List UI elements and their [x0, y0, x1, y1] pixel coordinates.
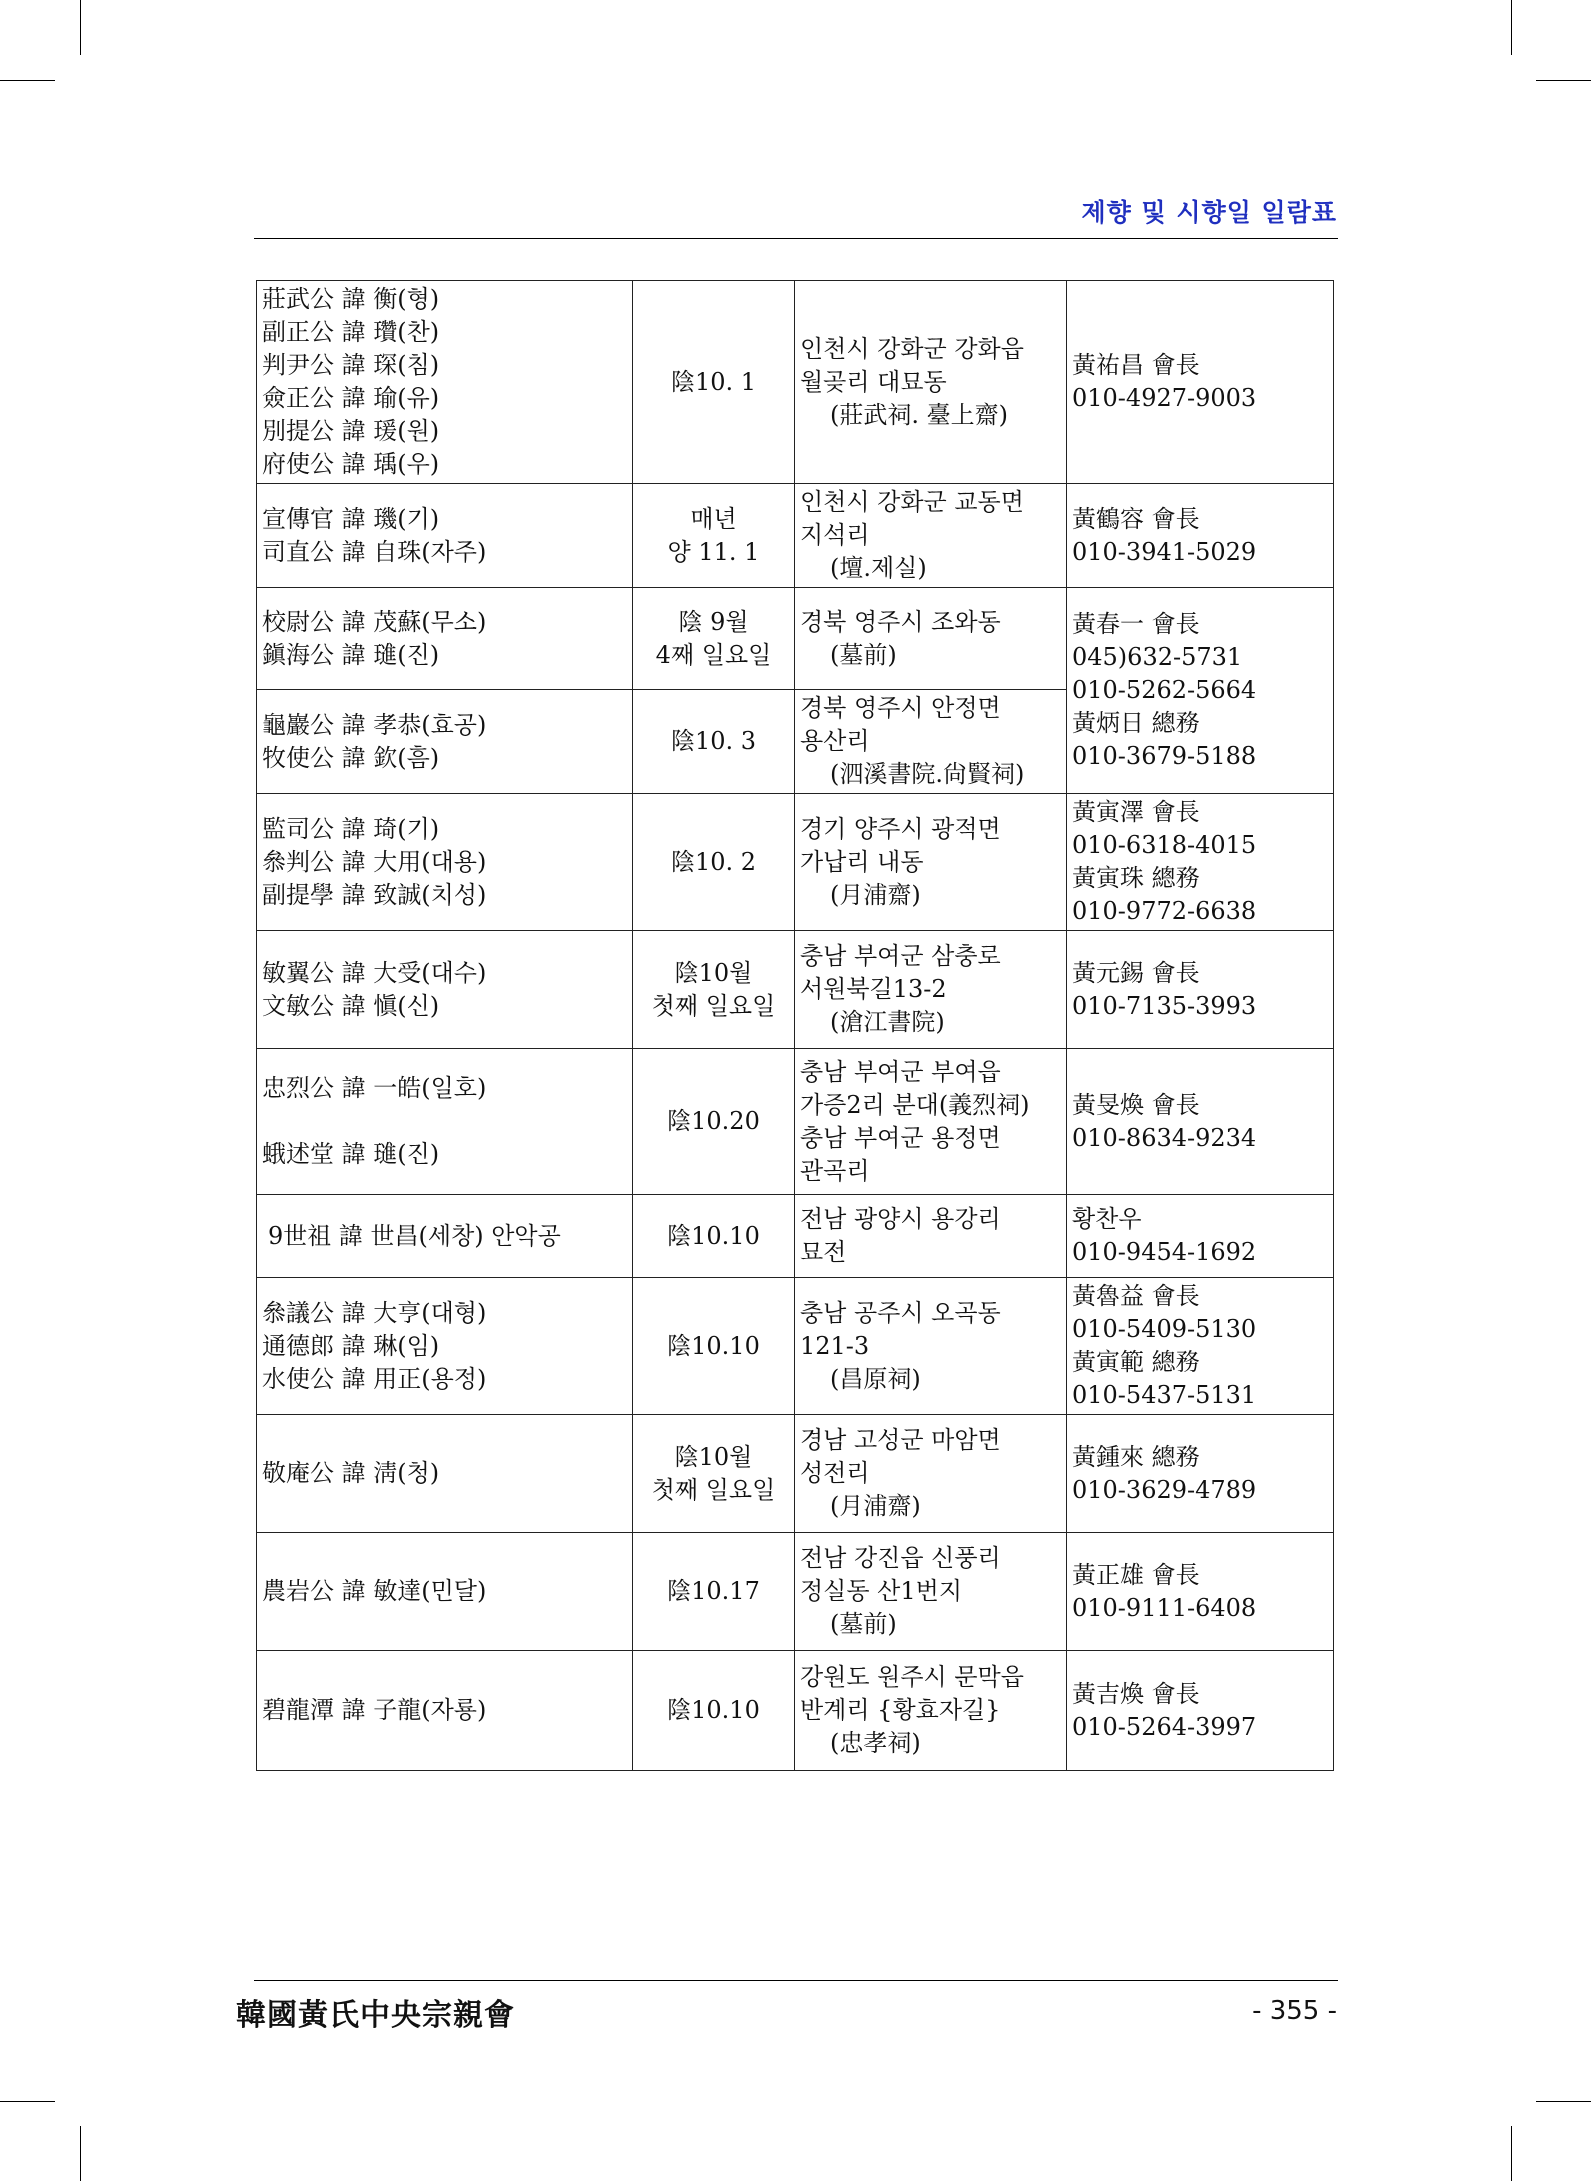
contact-line: 045)632-5731 — [1072, 643, 1243, 671]
place-line: 강원도 원주시 문막읍 — [800, 1663, 1024, 1691]
ancestor-name: 僉正公 諱 瑜(유) — [262, 384, 440, 412]
rite-date-cell — [633, 931, 795, 1049]
ancestor-name: 敏翼公 諱 大受(대수) — [262, 958, 487, 987]
contact-line: 黃春一 會長 — [1072, 610, 1200, 638]
rite-place-cell — [795, 1415, 1067, 1533]
rite-place-cell — [795, 1195, 1067, 1278]
contact-line: 010-5262-5664 — [1072, 676, 1257, 704]
ancestor-names-cell — [257, 690, 633, 794]
place-line: 충남 공주시 오곡동 — [800, 1298, 1001, 1327]
table-row — [257, 588, 1334, 690]
ancestral-rite-schedule-table — [256, 280, 1334, 1771]
rite-date: 매년 — [690, 504, 737, 533]
ancestor-names-cell — [257, 1415, 633, 1533]
place-line: 가납리 내동 — [800, 847, 924, 876]
place-line: 충남 부여군 부여읍 — [800, 1057, 1001, 1086]
rite-date: 陰10. 1 — [670, 367, 757, 396]
crop-mark — [0, 80, 55, 81]
place-line: 서원북길13-2 — [800, 975, 947, 1003]
place-line: 묘전 — [800, 1238, 847, 1266]
contact-cell — [1067, 1049, 1334, 1195]
rite-date: 陰10.17 — [667, 1577, 760, 1605]
contact-line: 010-7135-3993 — [1072, 991, 1257, 1020]
ancestor-name: 通德郎 諱 琳(임) — [262, 1331, 440, 1360]
contact-line: 010-9772-6638 — [1072, 897, 1257, 925]
place-line: 충남 부여군 용정면 — [800, 1123, 1001, 1152]
contact-cell — [1067, 931, 1334, 1049]
place-line: 지석리 — [800, 521, 870, 549]
table-row — [257, 931, 1334, 1049]
rite-date-cell — [633, 1533, 795, 1651]
rite-date-cell — [633, 1651, 795, 1771]
place-line: (月浦齋) — [830, 1492, 921, 1520]
contact-line: 黃鍾來 總務 — [1072, 1442, 1200, 1471]
ancestor-name: 忠烈公 諱 一皓(일호) — [262, 1074, 487, 1102]
page-number: - 355 - — [1252, 1996, 1337, 2026]
ancestor-name: 龜巖公 諱 孝恭(효공) — [262, 710, 487, 739]
contact-line: 黃祐昌 會長 — [1072, 351, 1200, 379]
place-line: (莊武祠. 臺上齋) — [830, 400, 1008, 429]
place-line: (泗溪書院.尙賢祠) — [830, 760, 1025, 788]
ancestor-name: 宣傳官 諱 璣(기) — [262, 504, 440, 533]
table-row — [257, 1049, 1334, 1195]
place-line: 전남 광양시 용강리 — [800, 1205, 1001, 1233]
contact-cell — [1067, 588, 1334, 794]
rite-date-cell — [633, 1415, 795, 1533]
table-row — [257, 1533, 1334, 1651]
rite-place-cell — [795, 1278, 1067, 1415]
rite-date: 陰10. 2 — [670, 847, 757, 876]
ancestor-names-cell — [257, 1049, 633, 1195]
contact-line: 黃炳日 總務 — [1072, 709, 1200, 737]
place-line: (滄江書院) — [830, 1008, 945, 1036]
contact-line: 黃元錫 會長 — [1072, 958, 1200, 987]
crop-mark — [1511, 2126, 1512, 2181]
ancestor-name: 敬庵公 諱 淸(청) — [262, 1459, 440, 1487]
ancestor-name: 碧龍潭 諱 子龍(자룡) — [262, 1696, 487, 1724]
ancestor-names-cell — [257, 1278, 633, 1415]
ancestor-name: 農岩公 諱 敏達(민달) — [262, 1577, 487, 1605]
rite-place-cell — [795, 690, 1067, 794]
table-row — [257, 484, 1334, 588]
ancestor-names-cell — [257, 588, 633, 690]
rite-date-cell — [633, 588, 795, 690]
ancestor-name: 文敏公 諱 愼(신) — [262, 991, 440, 1020]
contact-line: 010-9111-6408 — [1072, 1593, 1257, 1622]
header-rule — [254, 238, 1338, 239]
rite-place-cell — [795, 931, 1067, 1049]
rite-place-cell — [795, 484, 1067, 588]
contact-cell — [1067, 1533, 1334, 1651]
ancestor-names-cell — [257, 484, 633, 588]
ancestor-name: 蛾述堂 諱 璡(진) — [262, 1140, 440, 1168]
contact-line: 黃寅珠 總務 — [1072, 864, 1200, 892]
place-line: 전남 강진읍 신풍리 — [800, 1544, 1001, 1572]
ancestor-name: 校尉公 諱 茂蘇(무소) — [262, 607, 487, 636]
contact-cell — [1067, 1278, 1334, 1415]
rite-place-cell — [795, 1651, 1067, 1771]
place-line: 용산리 — [800, 727, 870, 755]
place-line: 경북 영주시 안정면 — [800, 694, 1001, 722]
rite-date: 첫째 일요일 — [651, 1475, 776, 1504]
rite-date-cell — [633, 690, 795, 794]
table-row — [257, 1415, 1334, 1533]
place-line: 반계리 {황효자길} — [800, 1696, 1001, 1724]
contact-line: 010-8634-9234 — [1072, 1123, 1257, 1152]
contact-line: 黃寅澤 會長 — [1072, 798, 1200, 826]
rite-date-cell — [633, 794, 795, 931]
crop-mark — [1536, 80, 1591, 81]
ancestor-name: 9世祖 諱 世昌(세창) 안악공 — [268, 1221, 561, 1250]
contact-cell — [1067, 1651, 1334, 1771]
rite-date: 첫째 일요일 — [651, 991, 776, 1020]
ancestor-names-cell — [257, 794, 633, 931]
contact-cell — [1067, 281, 1334, 484]
rite-date: 양 11. 1 — [667, 537, 760, 566]
place-line: 가증2리 분대(義烈祠) — [800, 1090, 1030, 1119]
ancestor-name: 莊武公 諱 衡(형) — [262, 285, 440, 313]
contact-line: 010-5437-5131 — [1072, 1381, 1257, 1409]
crop-mark — [80, 2126, 81, 2181]
ancestor-name: 副正公 諱 瓚(찬) — [262, 318, 440, 346]
ancestor-name: 鎭海公 諱 璡(진) — [262, 640, 440, 669]
rite-place-cell — [795, 281, 1067, 484]
table-row — [257, 1195, 1334, 1278]
ancestor-names-cell — [257, 931, 633, 1049]
footer-organization-name: 韓國黃氏中央宗親會 — [236, 1998, 515, 2033]
contact-line: 黃魯益 會長 — [1072, 1282, 1200, 1310]
ancestor-names-cell — [257, 1533, 633, 1651]
contact-line: 黃寅範 總務 — [1072, 1348, 1200, 1376]
rite-date: 陰10.10 — [667, 1331, 760, 1360]
rite-date-cell — [633, 1278, 795, 1415]
place-line: (月浦齋) — [830, 880, 921, 909]
contact-line: 黃旻煥 會長 — [1072, 1090, 1200, 1119]
ancestor-name: 副提學 諱 致誠(치성) — [262, 880, 487, 909]
contact-line: 황찬우 — [1072, 1205, 1142, 1233]
rite-date: 陰10. 3 — [670, 727, 757, 755]
rite-date: 陰10월 — [674, 958, 753, 987]
ancestor-name: 叅判公 諱 大用(대용) — [262, 847, 487, 876]
ancestor-name: 別提公 諱 瑗(원) — [262, 417, 440, 445]
page-header-title: 제향 및 시향일 일람표 — [1081, 198, 1337, 227]
place-line: 정실동 산1번지 — [800, 1577, 963, 1605]
place-line: 월곶리 대묘동 — [800, 367, 947, 396]
contact-cell — [1067, 1415, 1334, 1533]
table-row — [257, 281, 1334, 484]
place-line: (忠孝祠) — [830, 1729, 921, 1757]
rite-date-cell — [633, 281, 795, 484]
table-row — [257, 794, 1334, 931]
place-line: (昌原祠) — [830, 1364, 921, 1393]
table-row — [257, 1651, 1334, 1771]
table-row — [257, 1278, 1334, 1415]
place-line: 경남 고성군 마암면 — [800, 1426, 1001, 1454]
contact-line: 010-3679-5188 — [1072, 742, 1257, 770]
ancestor-name: 水使公 諱 用正(용정) — [262, 1364, 487, 1393]
ancestor-names-cell — [257, 1651, 633, 1771]
rite-date-cell — [633, 484, 795, 588]
ancestor-name: 府使公 諱 瑀(우) — [262, 450, 440, 478]
contact-line: 黃鶴容 會長 — [1072, 504, 1200, 533]
ancestor-name: 叅議公 諱 大亨(대형) — [262, 1298, 487, 1327]
place-line: 경기 양주시 광적면 — [800, 814, 1001, 843]
rite-date: 陰 9월 — [678, 607, 749, 636]
place-line: (墓前) — [830, 1610, 897, 1638]
rite-date: 陰10.10 — [667, 1696, 760, 1724]
rite-date-cell — [633, 1049, 795, 1195]
place-line: (壇.제실) — [830, 554, 927, 582]
place-line: 관곡리 — [800, 1156, 870, 1185]
contact-line: 010-9454-1692 — [1072, 1238, 1257, 1266]
rite-date-cell — [633, 1195, 795, 1278]
contact-line: 010-5409-5130 — [1072, 1315, 1257, 1343]
rite-date: 陰10월 — [674, 1442, 753, 1471]
contact-line: 010-3629-4789 — [1072, 1475, 1257, 1504]
place-line: 성전리 — [800, 1459, 870, 1487]
contact-line: 010-3941-5029 — [1072, 537, 1257, 566]
rite-date: 陰10.20 — [667, 1107, 760, 1135]
ancestor-name: 監司公 諱 琦(기) — [262, 814, 440, 843]
footer-rule — [254, 1980, 1338, 1981]
crop-mark — [1511, 0, 1512, 55]
crop-mark — [0, 2101, 55, 2102]
ancestor-names-cell — [257, 1195, 633, 1278]
place-line: 경북 영주시 조와동 — [800, 607, 1001, 636]
crop-mark — [1536, 2101, 1591, 2102]
crop-mark — [80, 0, 81, 55]
contact-line: 黃正雄 會長 — [1072, 1560, 1200, 1589]
rite-place-cell — [795, 1049, 1067, 1195]
place-line: 인천시 강화군 강화읍 — [800, 334, 1024, 363]
contact-line: 010-4927-9003 — [1072, 384, 1257, 412]
ancestor-name: 判尹公 諱 琛(침) — [262, 351, 440, 379]
contact-cell — [1067, 1195, 1334, 1278]
place-line: 121-3 — [800, 1331, 870, 1360]
place-line: 인천시 강화군 교동면 — [800, 488, 1024, 516]
rite-place-cell — [795, 794, 1067, 931]
ancestor-names-cell — [257, 281, 633, 484]
rite-date: 陰10.10 — [667, 1221, 760, 1250]
rite-date: 4째 일요일 — [655, 640, 772, 669]
contact-line: 黃吉煥 會長 — [1072, 1679, 1200, 1708]
place-line: (墓前) — [830, 640, 897, 669]
contact-cell — [1067, 794, 1334, 931]
contact-cell — [1067, 484, 1334, 588]
ancestor-name: 司直公 諱 自珠(자주) — [262, 537, 487, 566]
rite-place-cell — [795, 1533, 1067, 1651]
place-line: 충남 부여군 삼충로 — [800, 942, 1001, 970]
contact-line: 010-5264-3997 — [1072, 1712, 1257, 1741]
ancestor-name: 牧使公 諱 欽(흠) — [262, 743, 440, 772]
rite-place-cell — [795, 588, 1067, 690]
contact-line: 010-6318-4015 — [1072, 831, 1257, 859]
